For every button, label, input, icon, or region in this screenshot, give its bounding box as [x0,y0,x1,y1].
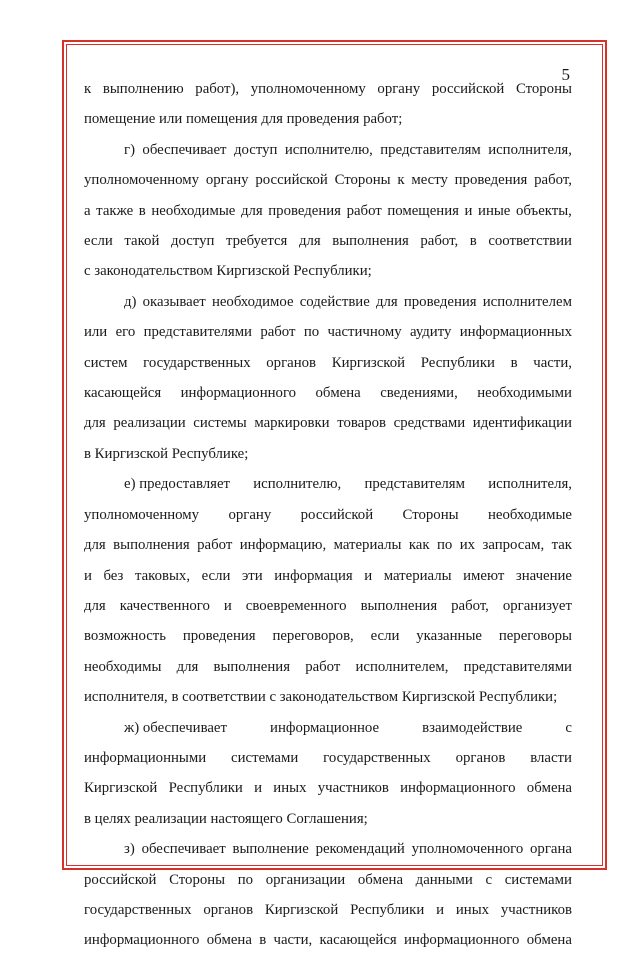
text-word: з) [124,841,135,858]
text-word: иные [478,202,511,219]
text-word: исполнителю, [284,141,373,158]
text-word: выполнения [332,233,409,250]
text-word: содействие [299,293,370,310]
text-word: обмена [526,780,572,797]
text-word: сведениями, [380,385,458,402]
text-word: информационного [400,780,516,797]
text-word: органу [205,172,249,189]
text-word: исполнителем [482,293,572,310]
text-word: российской [84,871,157,888]
text-word: если [370,628,400,645]
text-word: государственных [323,749,431,766]
text-word: переговоры [498,628,572,645]
text-word: рекомендаций [315,841,405,858]
text-word: обеспечивает [142,141,227,158]
text-word: информация [274,567,353,584]
text-word: имеют [463,567,505,584]
text-word: данными [415,871,473,888]
text-word: с [565,719,572,736]
text-line [84,591,572,621]
text-word: для [240,202,263,219]
text-word: д) [124,293,137,310]
text-word: ж) обеспечивает [124,719,227,736]
text-word: маркировки [254,415,330,432]
text-line [84,348,572,378]
text-line [84,865,572,895]
text-word: Стороны [334,172,391,189]
text-word: обмена [357,871,404,888]
text-line: с законодательством Киргизской Республики; [84,263,372,280]
text-word: необходимые [151,202,236,219]
text-line [84,773,572,803]
text-line [84,317,572,347]
text-line [84,135,572,165]
text-word: и [464,202,473,219]
text-word: объекты, [515,202,572,219]
text-word: для [176,658,199,675]
document-body-text [84,74,572,956]
text-word: уполномоченного [411,841,524,858]
text-line: исполнителя, в соответствии с законодательством Киргизской Республики; [84,689,558,706]
text-word: к [397,172,405,189]
text-word: товаров [337,415,386,432]
text-word: представителям [380,141,481,158]
text-word: в [469,233,477,250]
text-word: помещения [387,202,459,219]
text-word: с [485,871,493,888]
text-word: е) предоставляет [124,476,230,493]
text-word: органов [266,354,317,371]
text-word: необходимыми [477,385,572,402]
text-line [84,652,572,682]
text-word: проведения [454,172,528,189]
text-word: взаимодействие [422,719,523,736]
text-word: средствами [393,415,466,432]
text-word: выполнения [113,537,190,554]
text-word: если [84,233,113,250]
text-word: и [223,597,232,614]
text-word: Стороны [402,506,459,523]
text-word: Республики [350,901,425,918]
text-word: исполнителя, [488,141,572,158]
text-word: для [298,233,321,250]
text-word: доступ [170,233,215,250]
text-line [84,925,572,955]
text-word: и [254,780,263,797]
text-word: по [303,324,320,341]
text-word: системами [231,749,299,766]
text-line [84,74,572,104]
text-word: органа [530,841,572,858]
text-word: исполнителя, [488,476,572,493]
text-word: без [103,567,124,584]
text-word: и [436,901,445,918]
text-word: информационного [84,932,200,949]
text-word: информационного [180,385,297,402]
text-word: месту [411,172,448,189]
text-word: государственных [84,901,192,918]
text-word: российской [255,172,328,189]
text-word: проведения [182,628,256,645]
text-line [84,713,572,743]
text-word: необходимые [487,506,572,523]
text-word: или [84,324,108,341]
text-word: также [96,202,134,219]
text-line: в целях реализации настоящего Соглашения; [84,810,368,827]
text-word: указанные [416,628,482,645]
text-word: обмена [206,932,252,949]
text-word: для [84,537,106,554]
text-word: касающейся [84,385,162,402]
text-word: органов [203,901,254,918]
text-word: переговоров, [272,628,354,645]
text-line [84,895,572,925]
text-word: иных [455,901,490,918]
text-word: по [237,871,254,888]
text-word: государственных [143,354,251,371]
text-word: выполнению [102,81,184,97]
text-line [84,165,572,195]
text-word: работ [260,324,296,341]
text-word: работ), [195,81,240,97]
text-word: исполнителю, [253,476,342,493]
text-word: Республики [420,354,495,371]
text-word: соответствии [488,233,572,250]
text-word: уполномоченному [84,506,200,523]
text-line: в Киргизской Республике; [84,445,249,462]
text-word: работ, [534,172,572,189]
text-word: касающейся [319,932,397,949]
text-word: органу [228,506,272,523]
text-line [84,530,572,560]
text-word: проведения [268,202,341,219]
text-word: работ [346,202,382,219]
text-word: систем [84,354,128,371]
text-word: таковых, [134,567,191,584]
text-word: Республики [168,780,243,797]
text-word: необходимое [211,293,294,310]
text-word: Киргизской [264,901,339,918]
text-word: уполномоченному [250,81,366,97]
text-word: Стороны [515,81,572,97]
text-word: и [364,567,373,584]
text-word: части, [273,932,313,949]
text-word: требуется [225,233,288,250]
text-word: представителями [143,324,252,341]
text-word: исполнителем, [355,658,449,675]
text-line [84,226,572,256]
text-word: уполномоченному [84,172,200,189]
text-word: выполнения [213,658,291,675]
text-word: частичному [327,324,402,341]
text-word: организует [502,597,572,614]
text-word: системами [504,871,572,888]
text-word: материалы [383,567,452,584]
text-word: доступ [233,141,278,158]
text-word: работ [197,537,233,554]
text-line [84,196,572,226]
text-word: реализации [113,415,186,432]
text-word: аудиту [410,324,452,341]
text-word: эти [241,567,263,584]
page-number: 5 [561,65,570,84]
text-word: г) [124,141,135,158]
text-word: обеспечивает [141,841,226,858]
text-word: выполнения [360,597,438,614]
text-line [84,500,572,530]
text-word: к [84,81,92,97]
text-word: органу [377,81,421,97]
text-word: в [259,932,267,949]
text-word: представителями [463,658,572,675]
text-word: представителям [364,476,465,493]
text-word: для [84,597,106,614]
text-word: российской [431,81,505,97]
text-word: обмена [526,932,572,949]
text-line [84,743,572,773]
text-word: работ [305,658,341,675]
text-word: выполнение [232,841,309,858]
text-word: оказывает [142,293,206,310]
text-word: участников [500,901,572,918]
text-word: иных [273,780,307,797]
text-word: запросам, [482,537,545,554]
text-word: проведения [403,293,477,310]
text-word: в [510,354,518,371]
text-word: материалы [333,537,402,554]
text-line: помещение или помещения для проведения работ; [84,111,403,128]
text-word: для [84,415,106,432]
text-word: а [84,202,91,219]
text-word: если [201,567,231,584]
text-word: так [551,537,572,554]
text-word: системы [193,415,247,432]
text-word: идентификации [472,415,572,432]
text-word: российской [300,506,374,523]
text-word: Стороны [169,871,226,888]
text-word: его [115,324,136,341]
text-word: качественного [119,597,210,614]
text-word: части, [533,354,572,371]
text-line [84,408,572,438]
text-word: необходимы [84,658,162,675]
text-word: их [459,537,476,554]
text-line [84,834,572,864]
text-word: возможность [84,628,167,645]
text-word: организации [265,871,346,888]
text-word: информацию, [239,537,327,554]
text-word: участников [317,780,389,797]
text-word: информационными [84,749,207,766]
text-word: информационного [404,932,520,949]
text-line [84,287,572,317]
text-word: значение [515,567,572,584]
text-word: такой [124,233,160,250]
text-word: как [408,537,430,554]
text-line [84,621,572,651]
text-word: власти [530,749,572,766]
text-word: работ, [451,597,489,614]
text-line [84,561,572,591]
text-word: в [138,202,146,219]
text-word: информационных [459,324,572,341]
text-word: по [436,537,453,554]
text-word: для [375,293,398,310]
text-word: информационное [270,719,380,736]
text-word: Киргизской [84,780,158,797]
text-line [84,469,572,499]
text-word: органов [455,749,506,766]
text-word: обмена [315,385,361,402]
text-line [84,378,572,408]
text-word: своевременного [245,597,347,614]
text-word: и [84,567,92,584]
text-word: работ, [420,233,459,250]
text-word: Киргизской [331,354,406,371]
